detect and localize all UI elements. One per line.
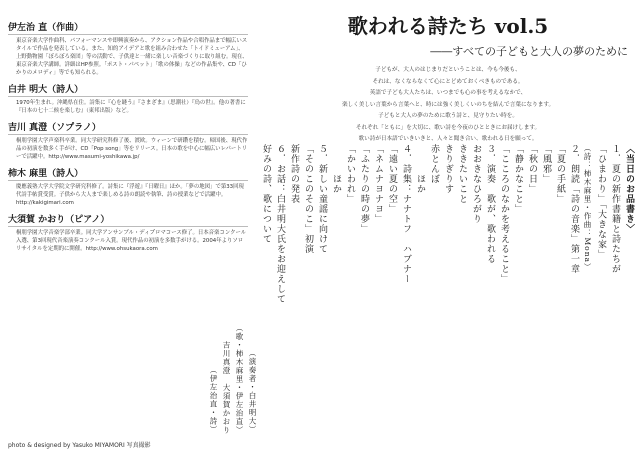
intro-line: 歌い詩が日本語でいきいきと、人々と聞き合い、歌われる日を願って。 <box>358 136 538 142</box>
profile-text: 桐朋学園大学音楽学部卒業。同大学アンサンブル・ディプロマコース修了。日本音楽コンクール入選、第3回現代音楽演奏コンクール入賞。現代作品の初演を多数手がける。2004年よりソロリサイタルを定期的に開催。http://www.ohsukaora.com <box>16 230 247 252</box>
program-line: 「かいわれ」 <box>345 144 355 204</box>
photo-credit: photo & designed by Yasuko MIYAMORI 写真撮影 <box>8 442 151 449</box>
profile-name: 伊左治 直（作曲） <box>8 20 248 35</box>
program-line: 「夏の手紙」 <box>555 144 565 204</box>
profile-text: 1970年生まれ。沖縄県在住。詩集に『心を縫う』『さまざま』（思潮社）『鳥の世』。他の著書に『日本の七十二候を楽しむ』（東邦出版）など。 <box>16 100 246 114</box>
program-line: （詩：柿木麻里・作曲：Mona） <box>583 144 592 272</box>
program-line: ３．演奏 歌が、歌われる <box>485 144 495 264</box>
program-list <box>209 144 634 434</box>
intro-line: それは、なくならなくて心にとどめておくべきものである。 <box>372 78 524 85</box>
program-line: おおきなひろがり <box>471 144 481 224</box>
profile-shirai <box>8 82 248 115</box>
intro-line: 楽しく美しい言葉から言葉へと、時には強く美しくいのちを結んで言葉になります。 <box>341 101 555 108</box>
program-line: ほか <box>415 144 425 194</box>
intro-line: 英語で子ども大人たちは、いつまでも心の事を考えるなかで、 <box>369 90 527 96</box>
program-line: 「ひまわり」「大きな家」 <box>596 144 606 260</box>
title-block <box>262 10 634 59</box>
program-line: ６．お話：白井明大氏をお迎えして <box>275 144 285 304</box>
program-line: きりぎりす <box>443 144 453 194</box>
page-title: 歌われる詩たち vol.5 <box>347 14 549 38</box>
profile-text: 東京音楽大学作曲科、パフォーマンスや即興演奏から、アクション作品や合唱作品まで幅広いスタイルで作品を発表している。また、知的アイデアと歌を組み合わせた「トイドミューアム」、上野動物園「ぼろぼろ楽団」等の活動で、子供達と一緒に楽しい音楽づくりに取り組む。現在、東京音楽大学講師。詳細はHP参照。「ポスト・パペット」「歌の体操」などの作品集や、CD「ひかりのメロディ」等でも知られる。 <box>16 38 248 76</box>
profile-isaji <box>8 20 248 77</box>
program-line: 「秋の日」 <box>527 144 537 194</box>
profile-name: 白井 明大（詩人） <box>8 82 248 97</box>
program-line: 赤とんぼ <box>429 144 439 184</box>
intro-line: それぞれ「ともに」を大切に、歌い詩を今夜のひとときにお届けします。 <box>355 124 541 131</box>
profile-name: 大須賀 かおり（ピアノ） <box>8 212 248 227</box>
program-line: ５．新しい童謡に向けて <box>317 144 327 254</box>
page-subtitle: ――すべての子どもと大人の夢のために <box>430 45 628 58</box>
program-line: 「こころのなかを考えること」 <box>499 144 509 284</box>
intro-text <box>262 66 634 147</box>
program-line: 「そのこのそのこ」初演 <box>303 144 313 254</box>
intro-line: 子どもが、大人のはじまりだということは、今も今後も、 <box>375 67 521 73</box>
performer-line: 吉川真澄 大須賀かおり <box>222 340 231 434</box>
program-line: ききたいこと <box>457 144 467 204</box>
profile-name: 吉川 真澄（ソプラノ） <box>8 120 248 135</box>
performer-line: （歌・柿木麻里・伊左治直） <box>235 323 244 434</box>
program-line: ２．朗読「詩の音楽」第一章 <box>569 144 579 274</box>
performer-line: （伊左治直・詩） <box>209 366 218 434</box>
program-line: 「ふたりの時の夢」 <box>359 144 369 234</box>
program-line: 新作詩の発表 <box>289 144 299 204</box>
performer-line: （演奏者・白井明大） <box>248 349 257 434</box>
profile-text: 桐朋学園大学声楽科卒業。同大学研究科修了後、渡欧。ウィーンで研鑽を積む。帰国後、現代作品の初演を数多く手がけ、CD「Pop song」等をリリース。日本の歌を中心に幅広いレパートリーで活躍中。http://www.masumi-yoshikawa.jp/ <box>16 138 248 160</box>
profile-text: 慶應義塾大学大学院文学研究科修了。詩集に『浮遊』『日曜日』ほか。「夢の地図」で第33回現代詩手帖賞受賞。子供から大人まで楽しめる詩の朗読や執筆、詩の授業などで活躍中。http://kakigimari.com <box>16 184 244 206</box>
program-line: 「遠い夏の空」 <box>387 144 397 214</box>
intro-line: 子どもと大人の夢のために歌う詩と、見守りたい時を。 <box>378 113 518 119</box>
program-line: 「風邪」 <box>541 144 551 184</box>
program-line: 「静かなこと」 <box>513 144 523 214</box>
program-line: ほか <box>331 144 341 194</box>
program-line: 〈当日のお品書き〉 <box>624 144 634 234</box>
program-line: 好みの詩、歌について <box>261 144 271 244</box>
program-line: １．夏の新作書籍と詩たちが <box>610 144 620 274</box>
profile-name: 柿木 麻里（詩人） <box>8 166 248 181</box>
program-line: 「ネムナヨナヨ」 <box>373 144 383 224</box>
program-line: ４．詩集：ナナトフ ハブナー <box>401 144 411 284</box>
